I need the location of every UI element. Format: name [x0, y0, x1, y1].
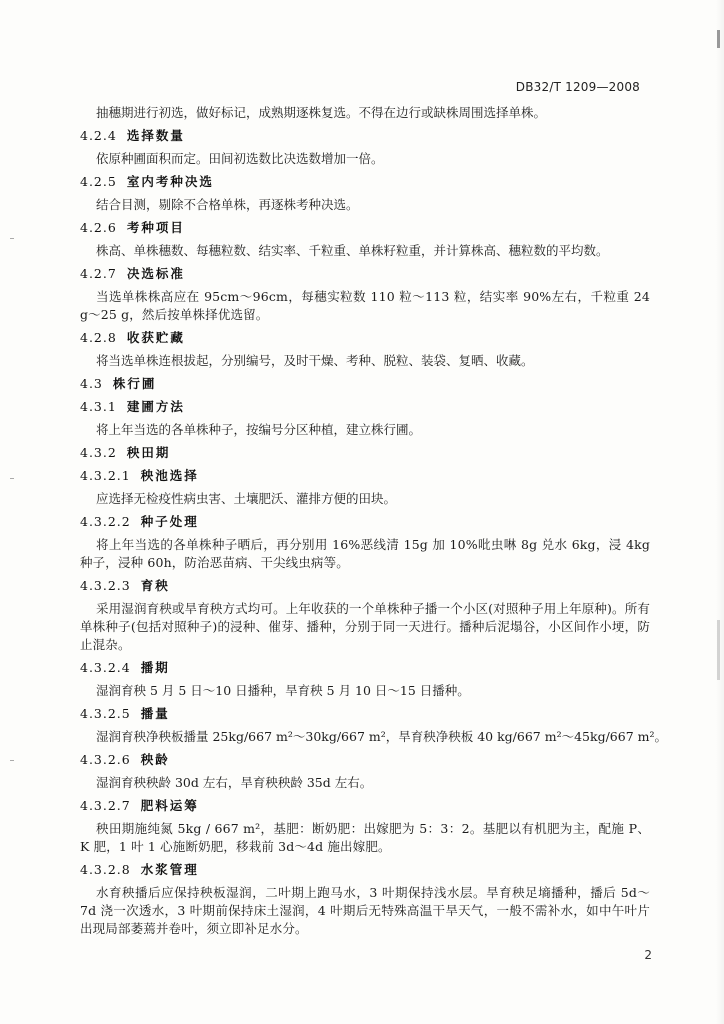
- section-title: 播期: [140, 660, 170, 675]
- page-number: 2: [644, 948, 652, 962]
- section-title: 考种项目: [126, 220, 185, 235]
- paragraph: 将上年当选的各单株种子，按编号分区种植，建立株行圃。: [96, 422, 422, 437]
- section-number: 4.3.2.6: [80, 752, 131, 767]
- paragraph: 水育秧播后应保持秧板湿润，二叶期上跑马水，3 叶期保持浅水层。旱育秧足墒播种，播后 5d～7d 浇一次透水，3 叶期前保持床土湿润，4 叶期后无特殊高温干旱天气，一般不需补水，如中午叶片出现局部萎蔫并卷叶，须立即补足水分。: [80, 885, 650, 936]
- paragraph: 应选择无检疫性病虫害、土壤肥沃、灌排方便的田块。: [96, 491, 397, 506]
- section-heading: [80, 173, 650, 191]
- scan-edge-shadow: [716, 0, 724, 1024]
- section-heading: [80, 444, 650, 462]
- section-title: 建圃方法: [126, 399, 185, 414]
- section-number: 4.2.7: [80, 266, 117, 281]
- paragraph: 将当选单株连根拔起，分别编号，及时干燥、考种、脱粒、装袋、复晒、收藏。: [96, 353, 534, 368]
- section-heading: [80, 861, 650, 879]
- section-heading: [80, 659, 650, 677]
- section-number: 4.3.2.1: [80, 468, 131, 483]
- section-heading: [80, 705, 650, 723]
- section-title: 水浆管理: [140, 862, 199, 877]
- scan-mark: [10, 238, 14, 239]
- section-number: 4.3: [80, 376, 103, 391]
- section-number: 4.3.2.4: [80, 660, 131, 675]
- paragraph: 抽穗期进行初选，做好标记，成熟期逐株复选。不得在边行或缺株周围选择单株。: [96, 105, 547, 120]
- paragraph: 湿润育秧净秧板播量 25kg/667 m²～30kg/667 m²，旱育秧净秧板 40 kg/667 m²～45kg/667 m²。: [96, 729, 667, 744]
- section-title: 室内考种决选: [126, 174, 214, 189]
- section-title: 播量: [140, 706, 170, 721]
- paragraph: 湿润育秧 5 月 5 日～10 日播种，旱育秧 5 月 10 日～15 日播种。: [96, 683, 470, 698]
- section-heading: [80, 219, 650, 237]
- document-body: [80, 104, 667, 943]
- paragraph: 结合目测，剔除不合格单株，再逐株考种决选。: [96, 197, 359, 212]
- section-title: 收获贮藏: [126, 330, 185, 345]
- scan-mark: [10, 760, 14, 761]
- paragraph: 株高、单株穗数、每穗粒数、结实率、千粒重、单株籽粒重，并计算株高、穗粒数的平均数。: [96, 243, 609, 258]
- section-heading: [80, 375, 650, 393]
- section-title: 秧池选择: [140, 468, 199, 483]
- section-heading: [80, 513, 650, 531]
- section-number: 4.2.5: [80, 174, 117, 189]
- section-number: 4.2.4: [80, 128, 117, 143]
- paragraph: 采用湿润育秧或旱育秧方式均可。上年收获的一个单株种子播一个小区(对照种子用上年原种)。所有单株种子(包括对照种子)的浸种、催芽、播种，分别于同一天进行。播种后泥塌谷，小区间作小埂，防止混杂。: [80, 601, 651, 652]
- section-heading: [80, 265, 650, 283]
- section-number: 4.2.8: [80, 330, 117, 345]
- section-number: 4.3.2: [80, 445, 117, 460]
- section-title: 秧龄: [140, 752, 170, 767]
- section-title: 育秧: [140, 578, 170, 593]
- section-heading: [80, 577, 650, 595]
- paragraph: 将上年当选的各单株种子晒后，再分别用 16%恶线清 15g 加 10%吡虫啉 8g 兑水 6kg，浸 4kg 种子，浸种 60h，防治恶苗病、干尖线虫病等。: [80, 537, 650, 570]
- section-number: 4.3.1: [80, 399, 117, 414]
- section-number: 4.2.6: [80, 220, 117, 235]
- section-number: 4.3.2.8: [80, 862, 131, 877]
- scan-mark: [717, 30, 720, 48]
- standard-number: DB32/T 1209—2008: [515, 80, 640, 94]
- paragraph: 当选单株株高应在 95cm～96cm，每穗实粒数 110 粒～113 粒，结实率 90%左右，千粒重 24 g～25 g，然后按单株择优选留。: [80, 289, 650, 322]
- section-title: 肥料运筹: [140, 798, 199, 813]
- section-heading: [80, 751, 650, 769]
- section-title: 种子处理: [140, 514, 199, 529]
- paragraph: 依原种圃面积而定。田间初选数比决选数增加一倍。: [96, 151, 384, 166]
- section-heading: [80, 127, 650, 145]
- paragraph: 秧田期施纯氮 5kg / 667 m²，基肥：断奶肥：出嫁肥为 5：3：2。基肥以有机肥为主，配施 P、K 肥，1 叶 1 心施断奶肥，移栽前 3d～4d 施出嫁肥。: [80, 821, 650, 854]
- section-title: 决选标准: [126, 266, 185, 281]
- section-number: 4.3.2.2: [80, 514, 131, 529]
- section-number: 4.3.2.3: [80, 578, 131, 593]
- section-title: 选择数量: [126, 128, 185, 143]
- section-heading: [80, 797, 650, 815]
- section-heading: [80, 398, 650, 416]
- section-title: 秧田期: [126, 445, 171, 460]
- section-heading: [80, 467, 650, 485]
- section-title: 株行圃: [112, 376, 157, 391]
- scan-mark: [717, 620, 720, 680]
- section-heading: [80, 329, 650, 347]
- scan-mark: [10, 478, 14, 479]
- section-number: 4.3.2.7: [80, 798, 131, 813]
- section-number: 4.3.2.5: [80, 706, 131, 721]
- paragraph: 湿润育秧秧龄 30d 左右，旱育秧秧龄 35d 左右。: [96, 775, 373, 790]
